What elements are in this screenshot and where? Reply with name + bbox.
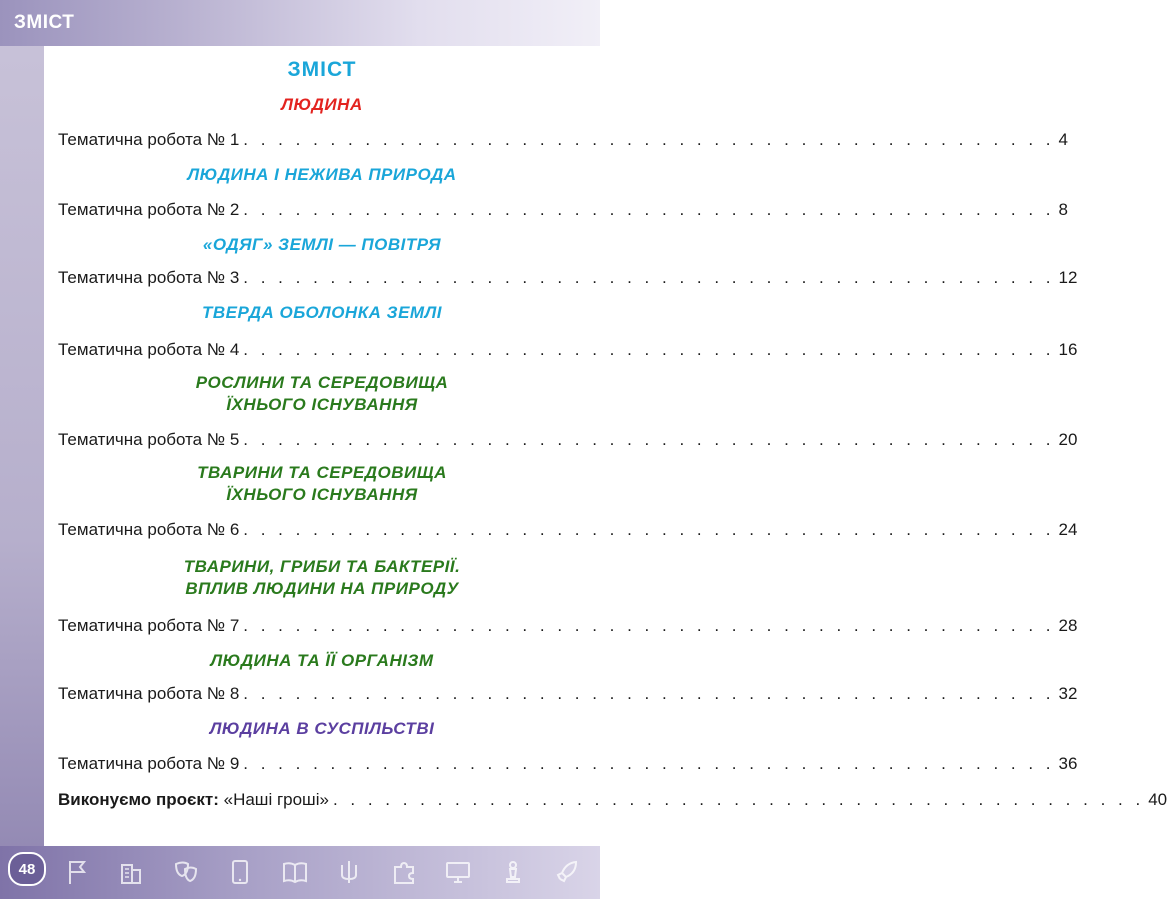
section-title-4: ТВЕРДА ОБОЛОНКА ЗЕМЛІ [202, 303, 442, 322]
flag-icon [62, 857, 92, 887]
section-title-2: ЛЮДИНА І НЕЖИВА ПРИРОДА [187, 165, 457, 184]
toc-entry-6[interactable]: Тематична робота № 6 . . . . . . . . . . . . . . . . . . . . . . . . . . . . . . . . . . . . . . . . . . . . . . . 24 [58, 520, 1078, 539]
section-title-3: «ОДЯГ» ЗЕМЛІ — ПОВІТРЯ [202, 235, 442, 254]
section-title-9: ЛЮДИНА В СУСПІЛЬСТВІ [209, 719, 435, 738]
left-decor-band [0, 0, 44, 899]
rocket-icon [552, 857, 582, 887]
section-title-5: РОСЛИНИ ТА СЕРЕДОВИЩА ЇХНЬОГО ІСНУВАННЯ [195, 373, 449, 414]
puzzle-icon [389, 857, 419, 887]
toc-entry-8[interactable]: Тематична робота № 8 . . . . . . . . . . . . . . . . . . . . . . . . . . . . . . . . . . . . . . . . . . . . . . . 32 [58, 684, 1078, 703]
tablet-icon [225, 857, 255, 887]
toc-entry-5[interactable]: Тематична робота № 5 . . . . . . . . . . . . . . . . . . . . . . . . . . . . . . . . . . . . . . . . . . . . . . . 20 [58, 430, 1078, 449]
section-title-7: ТВАРИНИ, ГРИБИ ТА БАКТЕРІЇ. ВПЛИВ ЛЮДИНИ НА ПРИРОДУ [183, 557, 461, 598]
toc-entry-7[interactable]: Тематична робота № 7 . . . . . . . . . . . . . . . . . . . . . . . . . . . . . . . . . . . . . . . . . . . . . . . 28 [58, 616, 1078, 635]
toc-entry-9[interactable]: Тематична робота № 9 . . . . . . . . . . . . . . . . . . . . . . . . . . . . . . . . . . . . . . . . . . . . . . . 36 [58, 754, 1078, 773]
book-icon [280, 857, 310, 887]
masks-icon [171, 857, 201, 887]
header-label: ЗМІСТ [14, 12, 75, 33]
footer-icons-row [62, 856, 582, 888]
toc-entry-3[interactable]: Тематична робота № 3 . . . . . . . . . . . . . . . . . . . . . . . . . . . . . . . . . . . . . . . . . . . . . . . 12 [58, 268, 1078, 287]
toc-entry-1[interactable]: Тематична робота № 1 . . . . . . . . . . . . . . . . . . . . . . . . . . . . . . . . . . . . . . . . . . . . . . . 4 [58, 130, 1069, 149]
chess-icon [498, 857, 528, 887]
toc-entry-4[interactable]: Тематична робота № 4 . . . . . . . . . . . . . . . . . . . . . . . . . . . . . . . . . . . . . . . . . . . . . . . 16 [58, 340, 1078, 359]
toc-entry-2[interactable]: Тематична робота № 2 . . . . . . . . . . . . . . . . . . . . . . . . . . . . . . . . . . . . . . . . . . . . . . . 8 [58, 200, 1069, 219]
section-title-8: ЛЮДИНА ТА ЇЇ ОРГАНІЗМ [210, 651, 434, 670]
trident-icon [334, 857, 364, 887]
toc-title: ЗМІСТ [287, 58, 357, 81]
section-title-1: ЛЮДИНА [281, 95, 363, 114]
building-icon [116, 857, 146, 887]
computer-icon [443, 857, 473, 887]
section-title-6: ТВАРИНИ ТА СЕРЕДОВИЩА ЇХНЬОГО ІСНУВАННЯ [197, 463, 447, 504]
toc-entry-project[interactable]: Виконуємо проєкт: «Наші гроші» . . . . . . . . . . . . . . . . . . . . . . . . . . . . . . . . . . . . . . . . . . . . . . . 40 [58, 790, 1167, 809]
header-band [0, 0, 600, 46]
page-number-badge: 48 [8, 852, 46, 886]
